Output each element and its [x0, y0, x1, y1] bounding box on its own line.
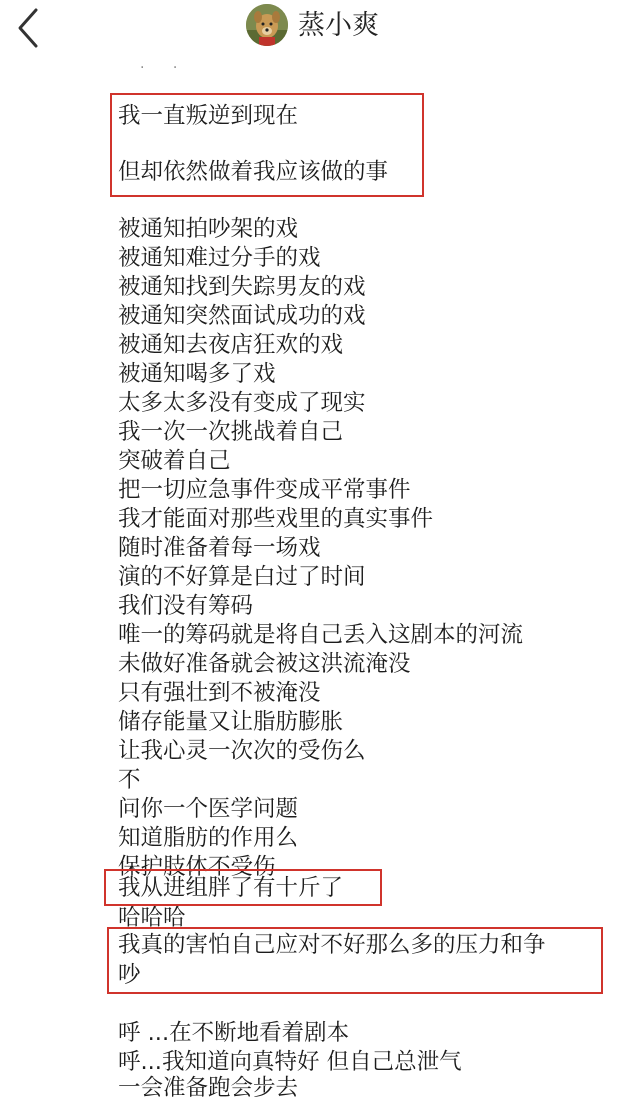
- post-line: 让我心灵一次次的受伤么: [118, 738, 366, 764]
- post-line: 被通知突然面试成功的戏: [118, 303, 366, 329]
- post-line: 被通知拍吵架的戏: [118, 216, 299, 242]
- post-line: 我真的害怕自己应对不好那么多的压力和争: [118, 932, 546, 958]
- highlight-box: [107, 927, 603, 994]
- top-nav-bar: [0, 0, 630, 56]
- post-line: 我从进组胖了有十斤了: [118, 875, 344, 901]
- post-line: 但却依然做着我应该做的事: [118, 159, 389, 185]
- highlight-box: [110, 93, 424, 197]
- post-line: 呼...我知道向真特好 但自己总泄气: [118, 1049, 462, 1075]
- post-line: 呼 ...在不断地看着剧本: [118, 1020, 350, 1046]
- post-line: 保护肢体不受伤: [118, 854, 276, 880]
- highlight-box: [104, 869, 382, 906]
- post-line: 一会准备跑会步去: [118, 1075, 299, 1101]
- post-line: 储存能量又让脂肪膨胀: [118, 709, 344, 735]
- post-line: 未做好准备就会被这洪流淹没: [118, 651, 411, 677]
- post-line: 我一直叛逆到现在: [118, 103, 299, 129]
- post-line: 被通知去夜店狂欢的戏: [118, 332, 344, 358]
- post-line: 我一次一次挑战着自己: [118, 419, 344, 445]
- post-line: 突破着自己: [118, 448, 231, 474]
- post-line: 哈哈哈: [118, 905, 186, 931]
- post-line: 问你一个医学问题: [118, 796, 299, 822]
- post-line: 把一切应急事件变成平常事件: [118, 477, 411, 503]
- post-line: 随时准备着每一场戏: [118, 535, 321, 561]
- post-line: 被通知找到失踪男友的戏: [118, 274, 366, 300]
- chevron-left-icon[interactable]: [14, 6, 44, 50]
- page-title: 蒸小爽: [298, 10, 379, 41]
- avatar[interactable]: [246, 4, 288, 46]
- post-line: 知道脂肪的作用么: [118, 825, 299, 851]
- post-line: 演的不好算是白过了时间: [118, 564, 366, 590]
- clipped-text-fragment: · ·: [140, 60, 190, 76]
- post-line: 不: [118, 767, 141, 793]
- post-line: 被通知喝多了戏: [118, 361, 276, 387]
- post-line: 太多太多没有变成了现实: [118, 390, 366, 416]
- post-line: 吵: [118, 962, 141, 988]
- post-line: 我们没有筹码: [118, 593, 254, 619]
- post-line: 被通知难过分手的戏: [118, 245, 321, 271]
- post-line: 唯一的筹码就是将自己丢入这剧本的河流: [118, 622, 524, 648]
- post-line: 我才能面对那些戏里的真实事件: [118, 506, 434, 532]
- post-line: 只有强壮到不被淹没: [118, 680, 321, 706]
